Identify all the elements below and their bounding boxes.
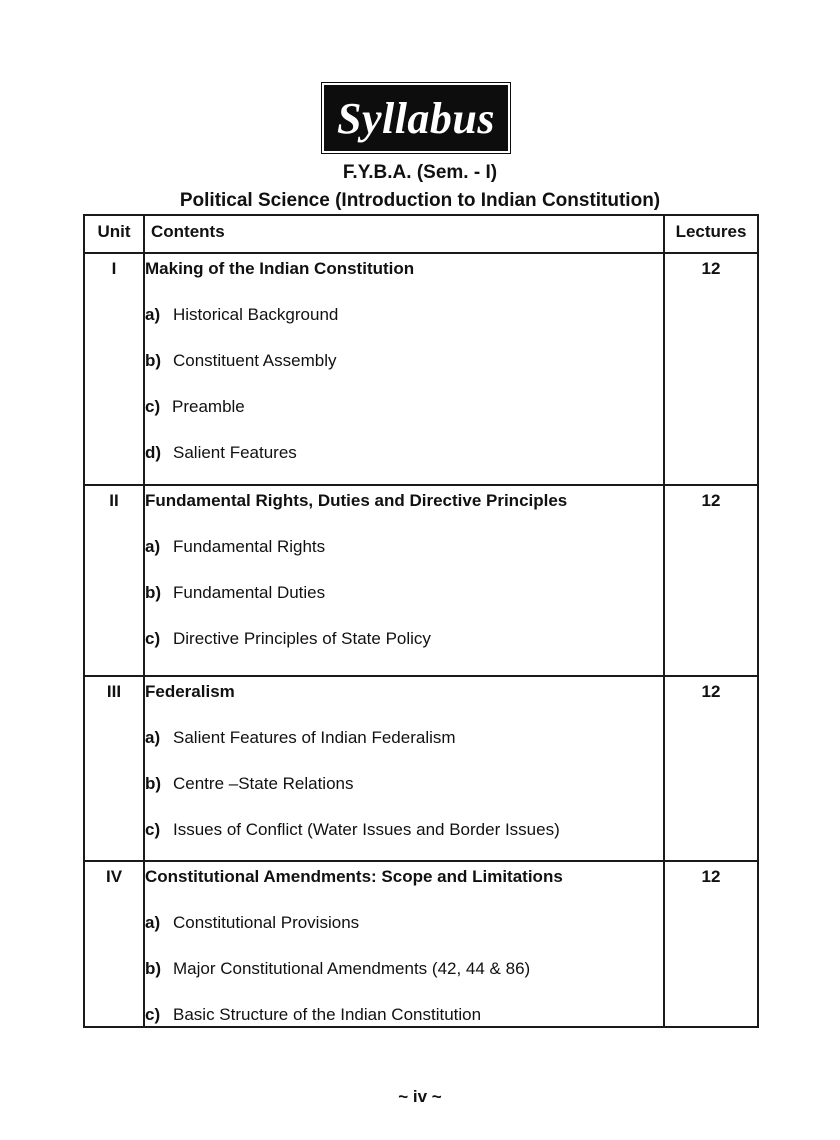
list-item: b) Centre –State Relations <box>145 774 354 793</box>
page-number: ~ iv ~ <box>398 1087 442 1106</box>
unit-title: Federalism <box>145 682 235 701</box>
unit-title: Fundamental Rights, Duties and Directive Principles <box>145 491 568 510</box>
header-contents: Contents <box>144 215 664 253</box>
lecture-count: 12 <box>664 485 758 676</box>
lecture-count: 12 <box>664 676 758 861</box>
lecture-count: 12 <box>664 861 758 1027</box>
list-item: c) Preamble <box>145 397 245 416</box>
page-title: Syllabus <box>336 93 496 143</box>
list-item: b) Fundamental Duties <box>145 583 326 602</box>
unit-number: IV <box>84 861 144 1027</box>
list-item: a) Historical Background <box>145 305 339 324</box>
header-unit: Unit <box>84 215 144 253</box>
list-item: a) Constitutional Provisions <box>145 913 360 932</box>
unit-title: Making of the Indian Constitution <box>145 259 415 278</box>
list-item: c) Directive Principles of State Policy <box>145 629 431 648</box>
syllabus-title-banner <box>324 85 508 151</box>
table-row <box>84 485 758 676</box>
unit-contents <box>144 676 664 861</box>
list-item: a) Fundamental Rights <box>145 537 326 556</box>
syllabus-table <box>83 214 759 1028</box>
unit-contents <box>144 861 664 1027</box>
unit-contents <box>144 485 664 676</box>
list-item: c) Issues of Conflict (Water Issues and Border Issues) <box>145 820 560 839</box>
unit-contents <box>144 253 664 485</box>
course-title: Political Science (Introduction to Indian Constitution) <box>179 190 661 211</box>
list-item: c) Basic Structure of the Indian Constitution <box>145 1005 482 1024</box>
table-row <box>84 253 758 485</box>
table-header-row <box>84 215 758 253</box>
lecture-count: 12 <box>664 253 758 485</box>
unit-number: III <box>84 676 144 861</box>
table-row <box>84 676 758 861</box>
list-item: b) Constituent Assembly <box>145 351 337 370</box>
unit-number: II <box>84 485 144 676</box>
list-item: b) Major Constitutional Amendments (42, 44 & 86) <box>145 959 531 978</box>
semester-heading: F.Y.B.A. (Sem. - I) <box>342 162 498 183</box>
list-item: a) Salient Features of Indian Federalism <box>145 728 456 747</box>
unit-number: I <box>84 253 144 485</box>
unit-title: Constitutional Amendments: Scope and Limitations <box>145 867 563 886</box>
table-row <box>84 861 758 1027</box>
list-item: d) Salient Features <box>145 443 297 462</box>
header-lectures: Lectures <box>664 215 758 253</box>
